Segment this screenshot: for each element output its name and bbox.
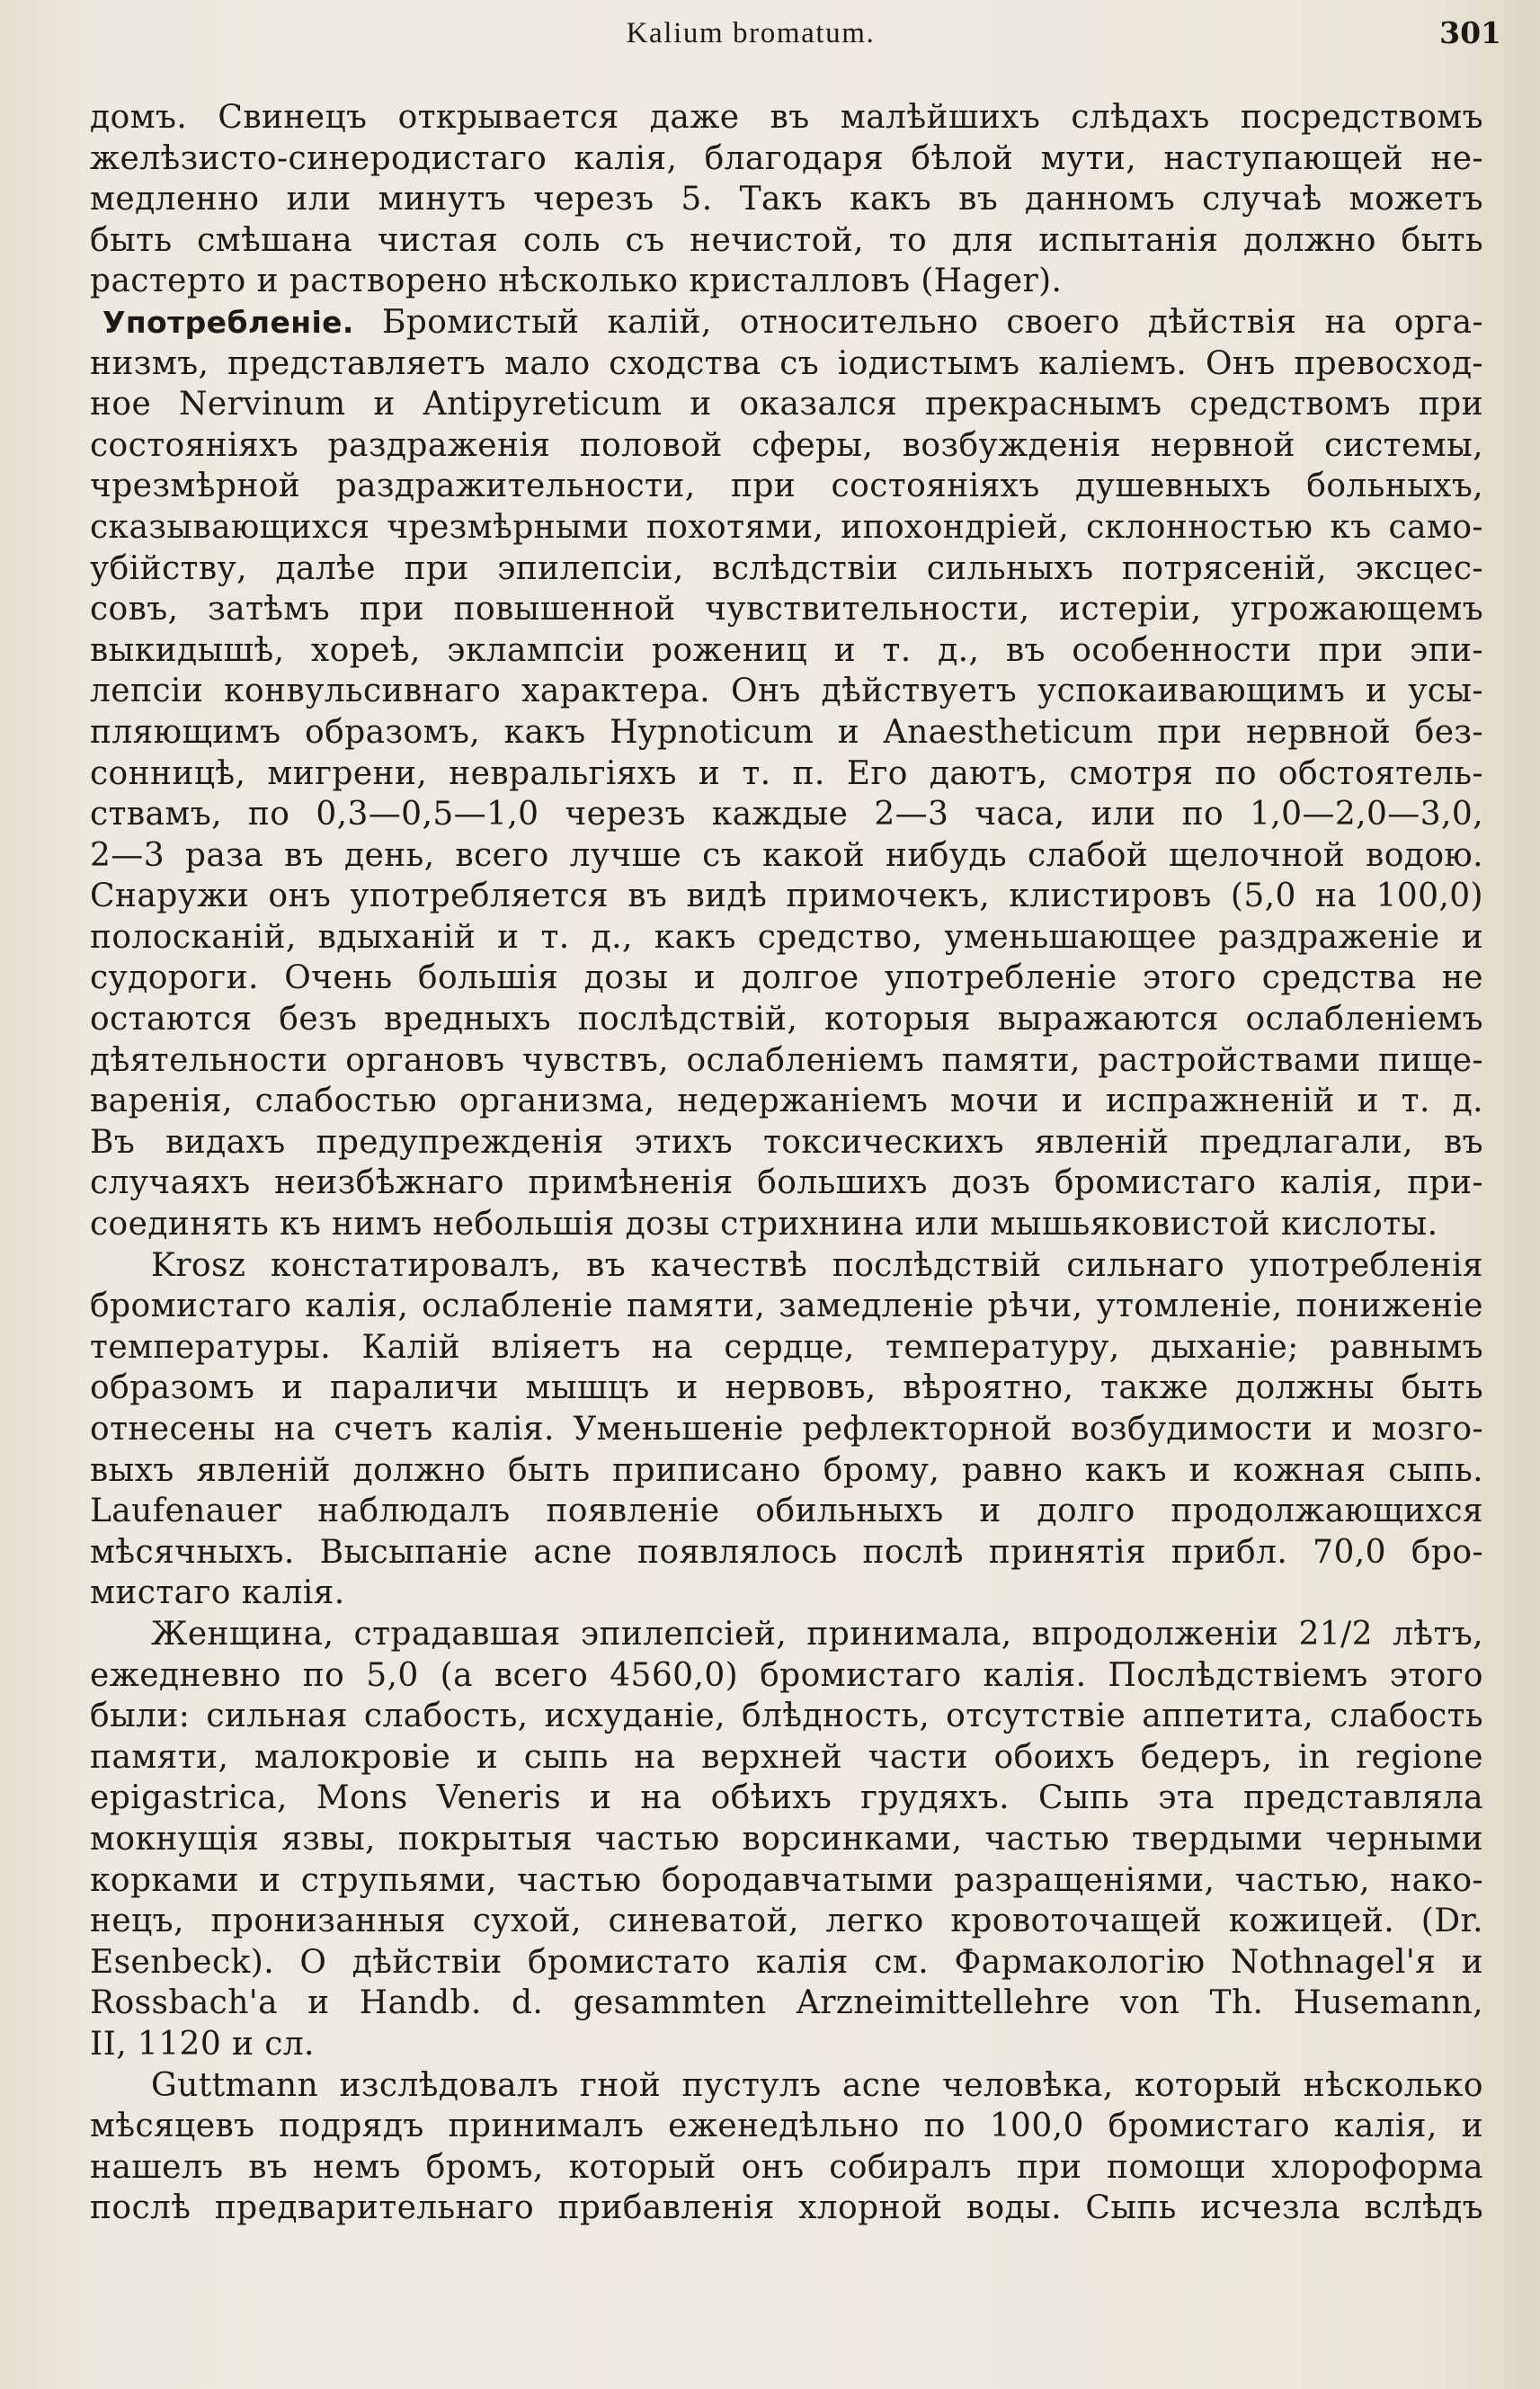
text-line: температуры. Калій вліяетъ на сердце, температуру, дыханіе; равнымъ xyxy=(90,1328,1483,1366)
running-title: Kalium bromatum. xyxy=(626,17,876,49)
text-line: Krosz констатировалъ, въ качествѣ послѣдствій сильнаго употребленія xyxy=(151,1246,1483,1284)
text-line: быть смѣшана чистая соль съ нечистой, то для испытанія должно быть xyxy=(90,221,1483,259)
text-line: ное Nervinum и Antipyreticum и оказался прекраснымъ средствомъ при xyxy=(90,386,1483,423)
text-line: 2—3 раза въ день, всего лучше съ какой нибудь слабой щелочной водою. xyxy=(90,836,1483,874)
paragraph-case xyxy=(90,1614,1483,2065)
text-line: случаяхъ неизбѣжнаго примѣненія большихъ дозъ бромистаго калія, при- xyxy=(90,1164,1483,1202)
text-line: низмъ, представляетъ мало сходства съ іодистымъ каліемъ. Онъ превосход- xyxy=(90,344,1483,382)
page-number: 301 xyxy=(1439,15,1501,50)
text-line: соединять къ нимъ небольшія дозы стрихнина или мышьяковистой кислоты. xyxy=(90,1206,1438,1244)
paragraph-krosz xyxy=(90,1245,1483,1614)
text-line: выхъ явленій должно быть приписано брому, равно какъ и кожная сыпь. xyxy=(90,1451,1483,1489)
text-line: остаются безъ вредныхъ послѣдствій, которыя выражаются ослабленіемъ xyxy=(90,1001,1483,1039)
text-line: полосканій, вдыханій и т. д., какъ средство, уменьшающее раздраженіе и xyxy=(90,918,1483,956)
text-line: дѣятельности органовъ чувствъ, ослабленіемъ памяти, растройствами пище- xyxy=(90,1041,1483,1079)
text-line: медленно или минутъ черезъ 5. Такъ какъ въ данномъ случаѣ можетъ xyxy=(90,181,1483,218)
text-line: послѣ предварительнаго прибавленія хлорной воды. Сыпь исчезла вслѣдъ xyxy=(90,2189,1483,2227)
text-line: состояніяхъ раздраженія половой сферы, возбужденія нервной системы, xyxy=(90,426,1483,464)
text-line: нецъ, пронизанныя сухой, синеватой, легко кровоточащей кожицей. (Dr. xyxy=(90,1903,1483,1940)
text-line: нашелъ въ немъ бромъ, который онъ собиралъ при помощи хлороформа xyxy=(90,2148,1483,2186)
text-line: корками и струпьями, частью бородавчатыми разращеніями, частью, нако- xyxy=(90,1861,1483,1899)
text-line: растерто и растворено нѣсколько кристалловъ (Hager). xyxy=(90,263,1063,300)
text-span: Женщина, страдавшая эпилепсіей, принимала, впродолженіи 2 xyxy=(151,1615,1320,1653)
paragraph-1 xyxy=(90,97,1483,302)
text-line: Rossbach'а и Handb. d. gesammten Arzneimittellehre von Th. Husemann, xyxy=(90,1984,1483,2022)
text-line: Въ видахъ предупрежденія этихъ токсическихъ явленій предлагали, въ xyxy=(90,1123,1483,1161)
text-line: чрезмѣрной раздражительности, при состояніяхъ душевныхъ больныхъ, xyxy=(90,468,1483,505)
text-line: ствамъ, по 0,3—0,5—1,0 черезъ каждые 2—3 часа, или по 1,0—2,0—3,0, xyxy=(90,796,1483,833)
text-line: II, 1120 и сл. xyxy=(90,2025,315,2063)
text-line: отнесены на счетъ калія. Уменьшеніе рефлекторной возбудимости и мозго- xyxy=(90,1411,1483,1448)
text-line: сказывающихся чрезмѣрными похотями, ипохондріей, склонностью къ само- xyxy=(90,508,1483,546)
paragraph-guttmann xyxy=(90,2065,1483,2229)
text-line: памяти, малокровіе и сыпь на верхней части обоихъ бедеръ, in regione xyxy=(90,1738,1483,1776)
text-line: ежедневно по 5,0 (а всего 4560,0) бромистаго калія. Послѣдствіемъ этого xyxy=(90,1656,1483,1694)
text-line: домъ. Свинецъ открывается даже въ малѣйшихъ слѣдахъ посредствомъ xyxy=(90,99,1483,136)
text-line: мѣсячныхъ. Высыпаніе acne появлялось послѣ принятія прибл. 70,0 бро- xyxy=(90,1533,1483,1571)
text-line: epigastrica, Mons Veneris и на обѣихъ грудяхъ. Сыпь эта представляла xyxy=(90,1779,1483,1817)
text-span: Бромистый калій, относительно своего дѣйствія на орга- xyxy=(381,303,1483,341)
text-line: Laufenauer наблюдалъ появленіе обильныхъ и долго продолжающихся xyxy=(90,1493,1483,1530)
text-line: Guttmann изслѣдовалъ гной пустулъ acne человѣка, который нѣсколько xyxy=(151,2066,1483,2104)
text-line: судороги. Очень большія дозы и долгое употребленіе этого средства не xyxy=(90,959,1483,997)
text-line: мокнущія язвы, покрытыя частью ворсинками, частью твердыми черными xyxy=(90,1820,1483,1858)
text-line: совъ, затѣмъ при повышенной чувствительности, истеріи, угрожающемъ xyxy=(90,591,1483,628)
paragraph-usage xyxy=(90,302,1483,1245)
fraction-tail: 1/2 лѣтъ, xyxy=(1319,1615,1483,1653)
text-line: бромистаго калія, ослабленіе памяти, замедленіе рѣчи, утомленіе, пониженіе xyxy=(90,1288,1483,1325)
body-text xyxy=(90,97,1483,2229)
text-line: мистаго калія. xyxy=(90,1574,345,1612)
text-line: Снаружи онъ употребляется въ видѣ примочекъ, клистировъ (5,0 на 100,0) xyxy=(90,878,1483,915)
text-line: образомъ и параличи мышцъ и нервовъ, вѣроятно, также должны быть xyxy=(90,1369,1483,1407)
running-head xyxy=(153,7,1501,59)
text-line: выкидышѣ, хореѣ, эклампсіи рожениц и т. д., въ особенности при эпи- xyxy=(90,631,1483,669)
text-line: пляющимъ образомъ, какъ Hypnoticum и Anaestheticum при нервной без- xyxy=(90,713,1483,751)
text-line: мѣсяцевъ подрядъ принималъ еженедѣльно по 100,0 бромистаго калія, и xyxy=(90,2108,1483,2145)
text-line-with-fraction xyxy=(90,1614,1483,1655)
text-line-with-lead xyxy=(90,302,1483,343)
text-line: Esenbeck). О дѣйствіи бромистато калія см. Фармакологію Nothnagel'я и xyxy=(90,1943,1483,1981)
text-line: желѣзисто-синеродистаго калія, благодаря бѣлой мути, наступающей не- xyxy=(90,139,1483,177)
text-line: убійству, далѣе при эпилепсіи, вслѣдствіи сильныхъ потрясеній, эксцес- xyxy=(90,549,1483,587)
text-line: сонницѣ, мигрени, невральгіяхъ и т. п. Его даютъ, смотря по обстоятель- xyxy=(90,754,1483,792)
section-lead: Употребленіе. xyxy=(102,304,354,340)
text-line: были: сильная слабость, исхуданіе, блѣдность, отсутствіе аппетита, слабость xyxy=(90,1698,1483,1735)
text-line: лепсіи конвульсивнаго характера. Онъ дѣйствуетъ успокаивающимъ и усы- xyxy=(90,673,1483,710)
text-line: варенія, слабостью организма, недержаніемъ мочи и испражненій и т. д. xyxy=(90,1083,1483,1120)
